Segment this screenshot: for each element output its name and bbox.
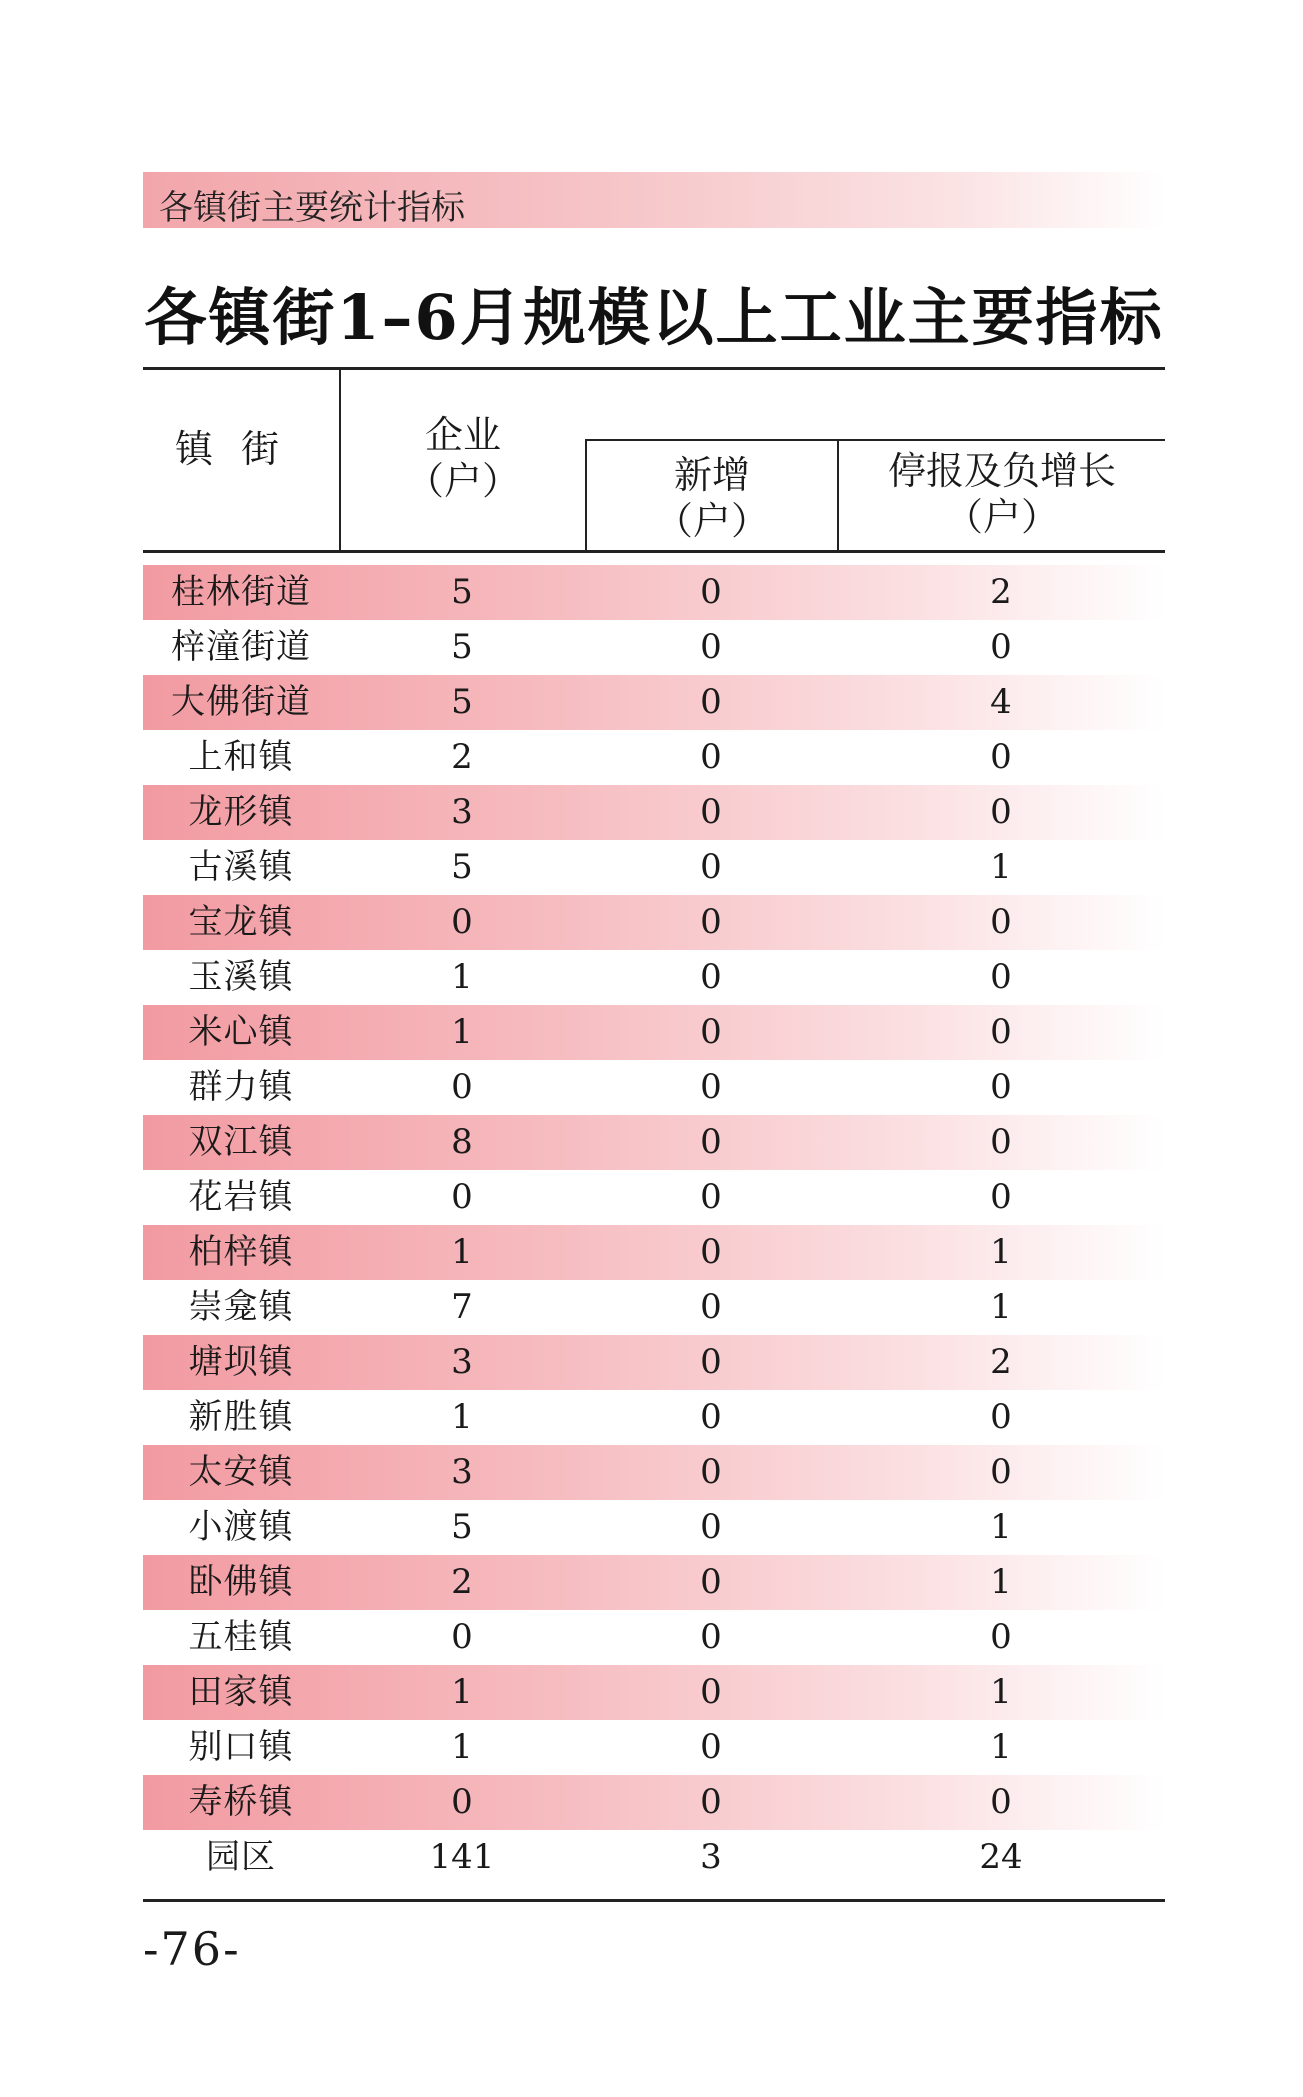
header-town: 镇街 xyxy=(174,427,307,471)
table-row xyxy=(143,1665,1165,1720)
negative-growth-cell: 0 xyxy=(990,1397,1012,1437)
table-row xyxy=(143,1335,1165,1390)
town-name-cell: 古溪镇 xyxy=(188,847,294,887)
new-cell: 0 xyxy=(700,1342,722,1382)
enterprises-cell: 5 xyxy=(451,1507,473,1547)
enterprises-cell: 5 xyxy=(451,847,473,887)
table-row xyxy=(143,1830,1165,1885)
new-cell: 0 xyxy=(700,1232,722,1272)
negative-growth-cell: 0 xyxy=(990,957,1012,997)
town-name-cell: 上和镇 xyxy=(188,737,294,777)
new-cell: 0 xyxy=(700,847,722,887)
header-negative-label: 停报及负增长 xyxy=(887,449,1116,493)
enterprises-cell: 1 xyxy=(451,1397,473,1437)
table-row xyxy=(143,1610,1165,1665)
table-row xyxy=(143,1390,1165,1445)
new-cell: 0 xyxy=(700,1452,722,1492)
header-bottom-rule xyxy=(143,550,1165,553)
town-name-cell: 花岩镇 xyxy=(188,1177,294,1217)
section-banner-text: 各镇街主要统计指标 xyxy=(159,188,465,228)
table-row xyxy=(143,1500,1165,1555)
new-cell: 0 xyxy=(700,1727,722,1767)
town-name-cell: 米心镇 xyxy=(188,1012,294,1052)
enterprises-cell: 5 xyxy=(451,682,473,722)
table-row xyxy=(143,1060,1165,1115)
negative-growth-cell: 1 xyxy=(990,1287,1012,1327)
negative-growth-cell: 4 xyxy=(990,682,1012,722)
town-name-cell: 田家镇 xyxy=(188,1672,294,1712)
new-cell: 0 xyxy=(700,1617,722,1657)
town-name-cell: 玉溪镇 xyxy=(188,957,294,997)
table-row xyxy=(143,1720,1165,1775)
new-cell: 0 xyxy=(700,1507,722,1547)
town-name-cell: 园区 xyxy=(206,1837,276,1877)
enterprises-cell: 0 xyxy=(451,1617,473,1657)
enterprises-cell: 3 xyxy=(451,1452,473,1492)
table-row xyxy=(143,1775,1165,1830)
header-negative-unit: （户） xyxy=(944,495,1059,539)
section-banner xyxy=(143,172,1165,228)
enterprises-cell: 5 xyxy=(451,572,473,612)
enterprises-cell: 3 xyxy=(451,792,473,832)
table-row xyxy=(143,730,1165,785)
new-cell: 0 xyxy=(700,1067,722,1107)
table-row xyxy=(143,1280,1165,1335)
new-cell: 0 xyxy=(700,1562,722,1602)
town-name-cell: 五桂镇 xyxy=(188,1617,294,1657)
enterprises-cell: 2 xyxy=(451,1562,473,1602)
enterprises-cell: 1 xyxy=(451,1232,473,1272)
town-name-cell: 大佛街道 xyxy=(171,682,311,722)
table-row xyxy=(143,675,1165,730)
new-cell: 0 xyxy=(700,572,722,612)
enterprises-cell: 5 xyxy=(451,627,473,667)
new-cell: 0 xyxy=(700,792,722,832)
negative-growth-cell: 0 xyxy=(990,1617,1012,1657)
table-row xyxy=(143,1555,1165,1610)
negative-growth-cell: 0 xyxy=(990,902,1012,942)
town-name-cell: 双江镇 xyxy=(188,1122,294,1162)
negative-growth-cell: 2 xyxy=(990,1342,1012,1382)
new-cell: 0 xyxy=(700,1397,722,1437)
header-negative xyxy=(839,448,1165,540)
town-name-cell: 小渡镇 xyxy=(188,1507,294,1547)
negative-growth-cell: 2 xyxy=(990,572,1012,612)
negative-growth-cell: 0 xyxy=(990,737,1012,777)
negative-growth-cell: 0 xyxy=(990,792,1012,832)
enterprises-cell: 0 xyxy=(451,902,473,942)
enterprises-cell: 1 xyxy=(451,1672,473,1712)
new-cell: 0 xyxy=(700,627,722,667)
town-name-cell: 柏梓镇 xyxy=(188,1232,294,1272)
page-title: 各镇街1–6月规模以上工业主要指标 xyxy=(144,281,1164,354)
table-bottom-rule xyxy=(143,1899,1165,1902)
header-new xyxy=(587,452,837,544)
header-new-unit: （户） xyxy=(654,499,769,543)
town-name-cell: 新胜镇 xyxy=(188,1397,294,1437)
header-new-label: 新增 xyxy=(673,453,750,497)
new-cell: 0 xyxy=(700,957,722,997)
town-name-cell: 桂林街道 xyxy=(171,572,311,612)
enterprises-cell: 0 xyxy=(451,1177,473,1217)
negative-growth-cell: 0 xyxy=(990,1067,1012,1107)
enterprises-cell: 8 xyxy=(451,1122,473,1162)
table-row xyxy=(143,1170,1165,1225)
negative-growth-cell: 1 xyxy=(990,847,1012,887)
new-cell: 0 xyxy=(700,902,722,942)
table-row xyxy=(143,895,1165,950)
table-row xyxy=(143,840,1165,895)
table-row xyxy=(143,565,1165,620)
table-row xyxy=(143,620,1165,675)
enterprises-cell: 1 xyxy=(451,1727,473,1767)
negative-growth-cell: 24 xyxy=(979,1837,1023,1877)
town-name-cell: 群力镇 xyxy=(188,1067,294,1107)
table-top-rule xyxy=(143,367,1165,370)
town-name-cell: 卧佛镇 xyxy=(188,1562,294,1602)
town-name-cell: 太安镇 xyxy=(188,1452,294,1492)
town-name-cell: 崇龛镇 xyxy=(188,1287,294,1327)
new-cell: 0 xyxy=(700,1672,722,1712)
enterprises-cell: 0 xyxy=(451,1782,473,1822)
new-cell: 0 xyxy=(700,1122,722,1162)
new-cell: 0 xyxy=(700,1012,722,1052)
enterprises-cell: 1 xyxy=(451,957,473,997)
negative-growth-cell: 0 xyxy=(990,1122,1012,1162)
new-cell: 0 xyxy=(700,1177,722,1217)
negative-growth-cell: 0 xyxy=(990,1012,1012,1052)
table-row xyxy=(143,1005,1165,1060)
header-enterprise xyxy=(341,412,585,504)
town-name-cell: 宝龙镇 xyxy=(188,902,294,942)
negative-growth-cell: 1 xyxy=(990,1232,1012,1272)
table-row xyxy=(143,1115,1165,1170)
town-name-cell: 塘坝镇 xyxy=(188,1342,294,1382)
enterprises-cell: 3 xyxy=(451,1342,473,1382)
new-cell: 0 xyxy=(700,1287,722,1327)
negative-growth-cell: 0 xyxy=(990,627,1012,667)
negative-growth-cell: 1 xyxy=(990,1727,1012,1767)
header-subdivider xyxy=(585,439,1165,441)
negative-growth-cell: 1 xyxy=(990,1672,1012,1712)
enterprises-cell: 141 xyxy=(429,1837,495,1877)
town-name-cell: 别口镇 xyxy=(188,1727,294,1767)
town-name-cell: 龙形镇 xyxy=(188,792,294,832)
page-number: -76- xyxy=(143,1922,241,1976)
negative-growth-cell: 0 xyxy=(990,1782,1012,1822)
table-row xyxy=(143,950,1165,1005)
negative-growth-cell: 0 xyxy=(990,1452,1012,1492)
enterprises-cell: 2 xyxy=(451,737,473,777)
header-enterprise-label: 企业 xyxy=(424,413,501,457)
new-cell: 0 xyxy=(700,682,722,722)
header-enterprise-unit: （户） xyxy=(405,459,520,503)
new-cell: 0 xyxy=(700,737,722,777)
table-row xyxy=(143,1445,1165,1500)
town-name-cell: 寿桥镇 xyxy=(188,1782,294,1822)
negative-growth-cell: 1 xyxy=(990,1507,1012,1547)
enterprises-cell: 1 xyxy=(451,1012,473,1052)
negative-growth-cell: 1 xyxy=(990,1562,1012,1602)
negative-growth-cell: 0 xyxy=(990,1177,1012,1217)
enterprises-cell: 7 xyxy=(451,1287,473,1327)
enterprises-cell: 0 xyxy=(451,1067,473,1107)
table-row xyxy=(143,785,1165,840)
town-name-cell: 梓潼街道 xyxy=(171,627,311,667)
new-cell: 0 xyxy=(700,1782,722,1822)
table-row xyxy=(143,1225,1165,1280)
new-cell: 3 xyxy=(700,1837,722,1877)
